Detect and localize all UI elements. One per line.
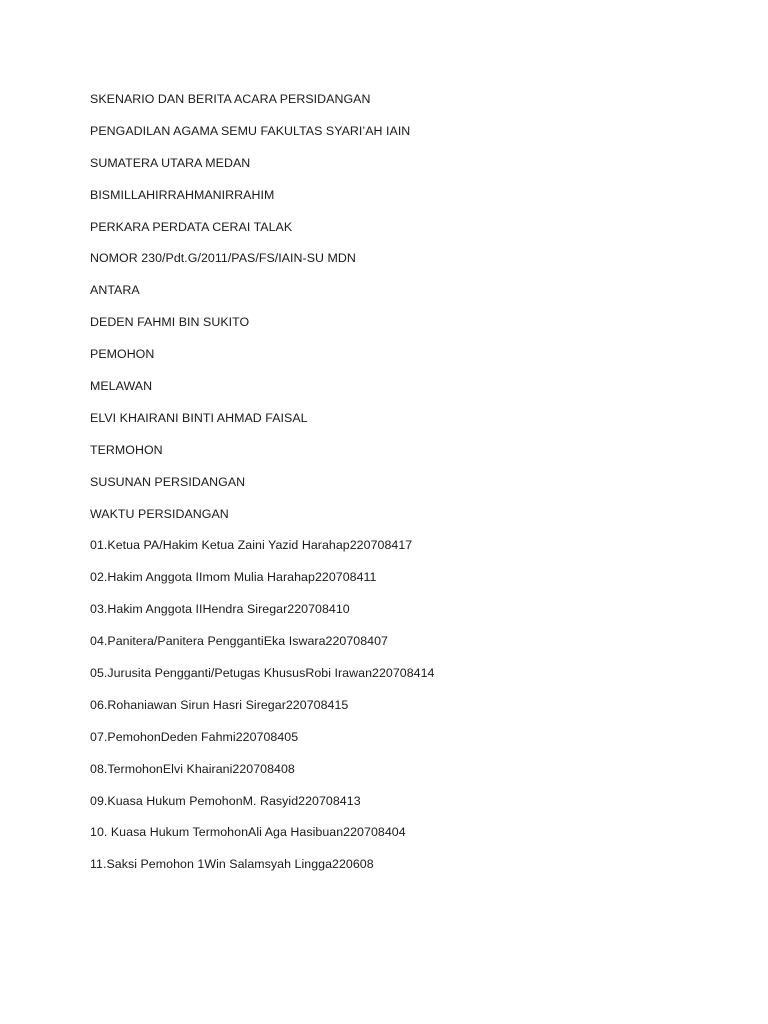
participant-list-item: 08.TermohonElvi Khairani220708408 xyxy=(90,761,295,776)
participant-list-item: 06.Rohaniawan Sirun Hasri Siregar220708415 xyxy=(90,697,349,712)
participant-list-item: 07.PemohonDeden Fahmi220708405 xyxy=(90,729,299,744)
respondent-name-line: ELVI KHAIRANI BINTI AHMAD FAISAL xyxy=(90,410,308,425)
participant-list-item: 01.Ketua PA/Hakim Ketua Zaini Yazid Harahap220708417 xyxy=(90,538,413,553)
document-title: SKENARIO DAN BERITA ACARA PERSIDANGAN xyxy=(90,92,371,106)
petitioner-role-line: PEMOHON xyxy=(90,347,155,362)
participant-list-item: 10. Kuasa Hukum TermohonAli Aga Hasibuan220708404 xyxy=(90,825,406,840)
between-line: ANTARA xyxy=(90,283,140,298)
participant-list-item: 04.Panitera/Panitera PenggantiEka Iswara220708407 xyxy=(90,634,388,649)
session-time-heading: WAKTU PERSIDANGAN xyxy=(90,506,229,521)
participant-list-item: 03.Hakim Anggota IIHendra Siregar220708410 xyxy=(90,602,350,617)
participant-list-item: 02.Hakim Anggota IImom Mulia Harahap220708411 xyxy=(90,570,377,585)
document-body xyxy=(90,90,730,887)
respondent-role-line: TERMOHON xyxy=(90,442,163,457)
participant-list-item: 09.Kuasa Hukum PemohonM. Rasyid220708413 xyxy=(90,793,361,808)
court-name-line: PENGADILAN AGAMA SEMU FAKULTAS SYARI’AH IAIN xyxy=(90,123,411,138)
session-structure-heading: SUSUNAN PERSIDANGAN xyxy=(90,474,246,489)
case-number-line: NOMOR 230/Pdt.G/2011/PAS/FS/IAIN-SU MDN xyxy=(90,251,356,266)
court-location-line: SUMATERA UTARA MEDAN xyxy=(90,155,251,170)
basmalah-line: BISMILLAHIRRAHMANIRRAHIM xyxy=(90,187,275,202)
petitioner-name-line: DEDEN FAHMI BIN SUKITO xyxy=(90,315,250,330)
case-type-line: PERKARA PERDATA CERAI TALAK xyxy=(90,219,293,234)
versus-line: MELAWAN xyxy=(90,379,153,394)
participant-list-item: 05.Jurusita Pengganti/Petugas KhususRobi Irawan220708414 xyxy=(90,666,435,681)
participant-list-item: 11.Saksi Pemohon 1Win Salamsyah Lingga220608 xyxy=(90,857,374,872)
